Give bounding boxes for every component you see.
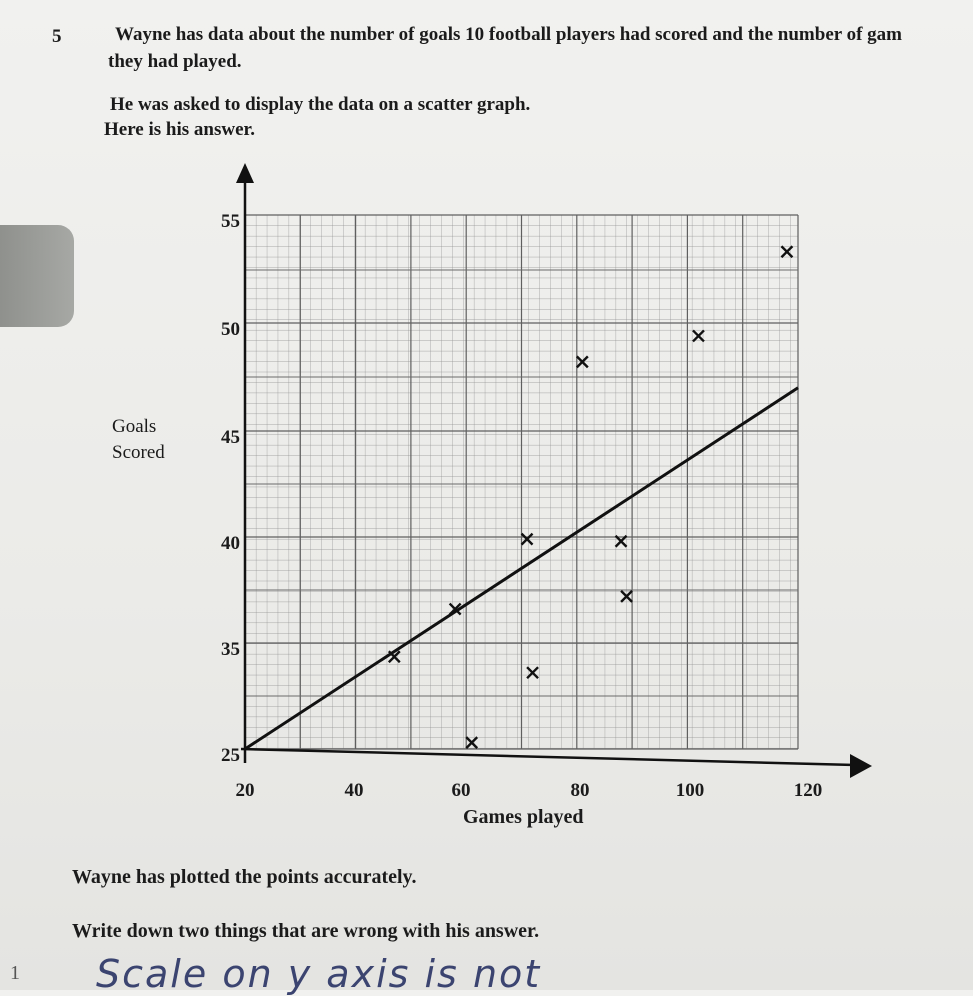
x-tick-label: 60 xyxy=(451,780,471,801)
y-axis-title: Goals Scored xyxy=(112,416,165,463)
y-axis-arrow xyxy=(236,163,254,183)
x-tick-label: 120 xyxy=(793,780,823,801)
question-number: 5 xyxy=(52,26,62,47)
x-axis-arrow xyxy=(850,754,872,778)
y-tick-label: 45 xyxy=(221,427,240,448)
y-tick-label: 40 xyxy=(221,533,240,554)
x-tick-label: 20 xyxy=(235,780,255,801)
y-tick-label: 55 xyxy=(221,211,240,232)
y-tick-label: 25 xyxy=(221,745,240,766)
x-tick-label: 40 xyxy=(344,780,364,801)
x-tick-label: 80 xyxy=(570,780,590,801)
x-axis-title: Games played xyxy=(463,806,584,828)
task-text: Write down two things that are wrong with his answer. xyxy=(72,920,540,942)
y-tick-label: 35 xyxy=(221,639,240,660)
x-tick-label: 100 xyxy=(675,780,705,801)
handwritten-answer: Scale on y axis is not xyxy=(96,952,542,996)
y-tick-labels xyxy=(221,211,240,766)
statement-text: Wayne has plotted the points accurately. xyxy=(72,866,417,888)
x-tick-labels xyxy=(236,780,823,801)
y-tick-label: 50 xyxy=(221,319,240,340)
question-text-line-3: He was asked to display the data on a scatter graph. xyxy=(110,94,531,115)
question-text-line-4: Here is his answer. xyxy=(104,119,255,140)
question-text-line-1: Wayne has data about the number of goals 10 football players had scored and the number of gam xyxy=(115,24,902,45)
x-axis-line xyxy=(241,749,855,765)
question-text-line-2: they had played. xyxy=(108,51,242,72)
answer-number: 1 xyxy=(10,962,20,984)
